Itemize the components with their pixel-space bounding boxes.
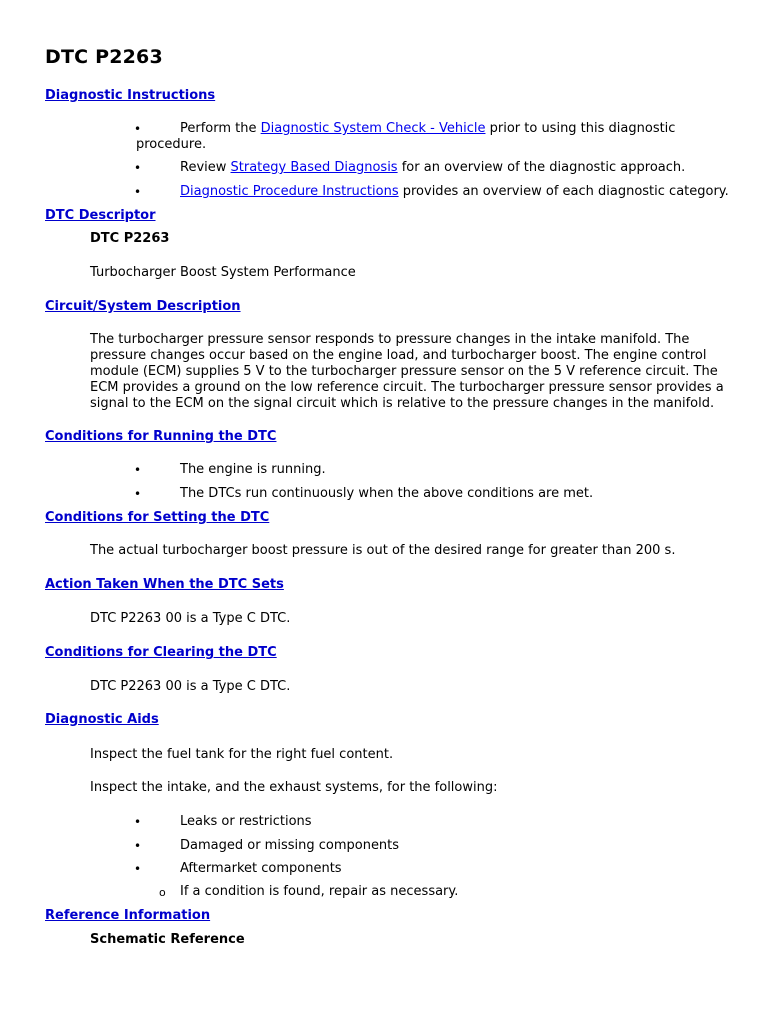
schematic-reference-label: Schematic Reference — [90, 932, 245, 947]
descriptor-description: Turbocharger Boost System Performance — [90, 265, 356, 280]
clearing-text: DTC P2263 00 is a Type C DTC. — [90, 679, 291, 694]
page-title: DTC P2263 — [45, 46, 163, 68]
aids-item: Leaks or restrictions — [180, 814, 312, 829]
circuit-description-line: ECM provides a ground on the low reference circuit. The turbocharger pressure sensor provides a — [90, 380, 724, 395]
diagnostic-system-check-link[interactable]: Diagnostic System Check - Vehicle — [260, 121, 486, 136]
instruction-item-2-post: for an overview of the diagnostic approach. — [397, 160, 686, 175]
bullet-marker: • — [134, 161, 142, 175]
running-item: The engine is running. — [180, 462, 326, 477]
bullet-marker: • — [134, 463, 142, 477]
aids-sub-item: If a condition is found, repair as necessary. — [180, 884, 459, 899]
instruction-item-1-pre: Perform the — [180, 121, 261, 136]
bullet-marker: • — [134, 862, 142, 876]
reference-information-heading-link[interactable]: Reference Information — [45, 908, 211, 923]
diagnostic-aids-heading-link[interactable]: Diagnostic Aids — [45, 712, 159, 727]
circuit-description-heading-link[interactable]: Circuit/System Description — [45, 299, 241, 314]
circuit-description-line: signal to the ECM on the signal circuit which is relative to the pressure changes in the manifold. — [90, 396, 715, 411]
diagnostic-procedure-instructions-link[interactable]: Diagnostic Procedure Instructions — [180, 184, 399, 199]
instruction-item-1-wrap: procedure. — [136, 137, 207, 152]
circuit-description-line: The turbocharger pressure sensor responds to pressure changes in the intake manifold. The — [90, 332, 690, 347]
descriptor-code: DTC P2263 — [90, 231, 170, 246]
conditions-clearing-heading-link[interactable]: Conditions for Clearing the DTC — [45, 645, 277, 660]
aids-item: Aftermarket components — [180, 861, 342, 876]
conditions-running-heading-link[interactable]: Conditions for Running the DTC — [45, 429, 277, 444]
circuit-description-line: module (ECM) supplies 5 V to the turbocharger pressure sensor on the 5 V reference circuit. The — [90, 364, 718, 379]
instruction-item-1-post: prior to using this diagnostic — [485, 121, 676, 136]
instruction-item-3-post: provides an overview of each diagnostic category. — [398, 184, 729, 199]
bullet-marker: • — [134, 815, 142, 829]
diagnostic-instructions-heading-link[interactable]: Diagnostic Instructions — [45, 88, 216, 103]
instruction-item-2-pre: Review — [180, 160, 231, 175]
conditions-setting-heading-link[interactable]: Conditions for Setting the DTC — [45, 510, 270, 525]
bullet-marker: • — [134, 122, 142, 136]
strategy-based-diagnosis-link[interactable]: Strategy Based Diagnosis — [230, 160, 398, 175]
instruction-item-2 — [180, 160, 685, 175]
instruction-item-1 — [180, 121, 675, 136]
action-taken-heading-link[interactable]: Action Taken When the DTC Sets — [45, 577, 284, 592]
aids-paragraph-2: Inspect the intake, and the exhaust systems, for the following: — [90, 780, 498, 795]
circuit-description-line: pressure changes occur based on the engine load, and turbocharger boost. The engine control — [90, 348, 707, 363]
sub-bullet-marker: o — [159, 886, 166, 899]
aids-paragraph-1: Inspect the fuel tank for the right fuel content. — [90, 747, 394, 762]
running-item: The DTCs run continuously when the above conditions are met. — [180, 486, 594, 501]
bullet-marker: • — [134, 839, 142, 853]
dtc-descriptor-heading-link[interactable]: DTC Descriptor — [45, 208, 156, 223]
action-text: DTC P2263 00 is a Type C DTC. — [90, 611, 291, 626]
aids-item: Damaged or missing components — [180, 838, 400, 853]
bullet-marker: • — [134, 185, 142, 199]
instruction-item-3 — [180, 184, 729, 199]
bullet-marker: • — [134, 487, 142, 501]
setting-text: The actual turbocharger boost pressure is out of the desired range for greater than 200 s. — [90, 543, 676, 558]
